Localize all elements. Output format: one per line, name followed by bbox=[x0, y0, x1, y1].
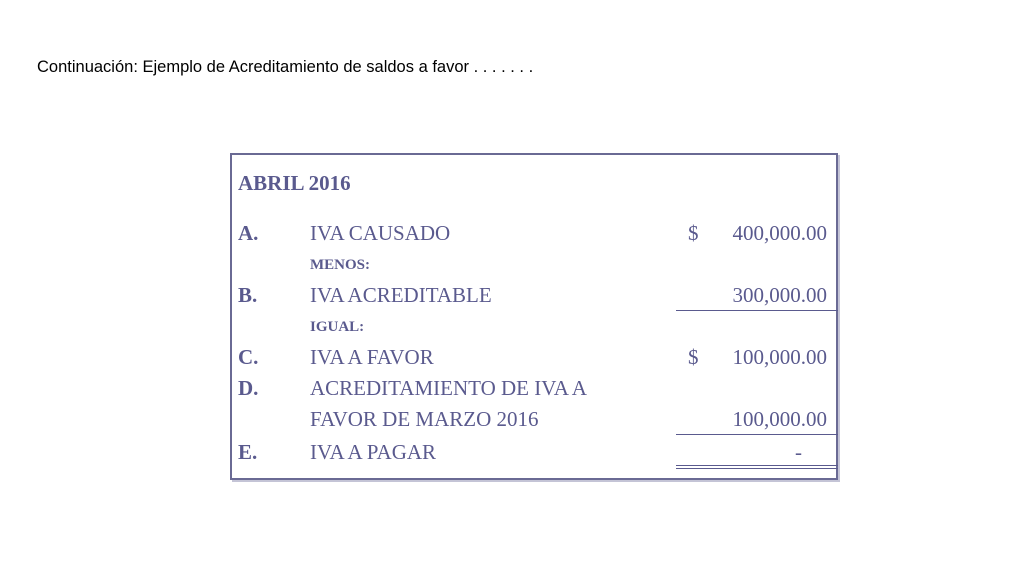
row-d-letter: D. bbox=[238, 376, 259, 400]
row-c-concept: IVA A FAVOR bbox=[310, 345, 434, 369]
row-d-concept-line1: ACREDITAMIENTO DE IVA A bbox=[310, 376, 587, 400]
row-a-concept: IVA CAUSADO bbox=[310, 221, 451, 245]
row-e-concept: IVA A PAGAR bbox=[310, 440, 437, 464]
igual-label: IGUAL: bbox=[310, 319, 365, 335]
row-c-letter: C. bbox=[238, 345, 259, 369]
row-a-letter: A. bbox=[238, 221, 259, 245]
table-title: ABRIL 2016 bbox=[238, 171, 351, 195]
total-double-underline-bottom bbox=[676, 468, 838, 469]
row-b-amount: 300,000.00 bbox=[732, 283, 827, 307]
total-double-underline-top bbox=[676, 465, 838, 466]
menos-label: MENOS: bbox=[310, 257, 370, 273]
row-e-letter: E. bbox=[238, 440, 258, 464]
iva-summary-table bbox=[230, 153, 838, 480]
row-a-currency: $ bbox=[688, 221, 699, 245]
row-a-amount: 400,000.00 bbox=[732, 221, 827, 245]
row-b-letter: B. bbox=[238, 283, 258, 307]
row-d-concept-line2: FAVOR DE MARZO 2016 bbox=[310, 407, 539, 431]
slide-heading: Continuación: Ejemplo de Acreditamiento de saldos a favor . . . . . . . bbox=[37, 58, 534, 76]
row-c-amount: 100,000.00 bbox=[732, 345, 827, 369]
row-d-amount: 100,000.00 bbox=[732, 407, 827, 431]
row-b-concept: IVA ACREDITABLE bbox=[310, 283, 492, 307]
credit-underline bbox=[676, 434, 838, 435]
row-c-currency: $ bbox=[688, 345, 699, 369]
subtotal-underline bbox=[676, 310, 838, 311]
row-e-amount: - bbox=[795, 440, 802, 464]
